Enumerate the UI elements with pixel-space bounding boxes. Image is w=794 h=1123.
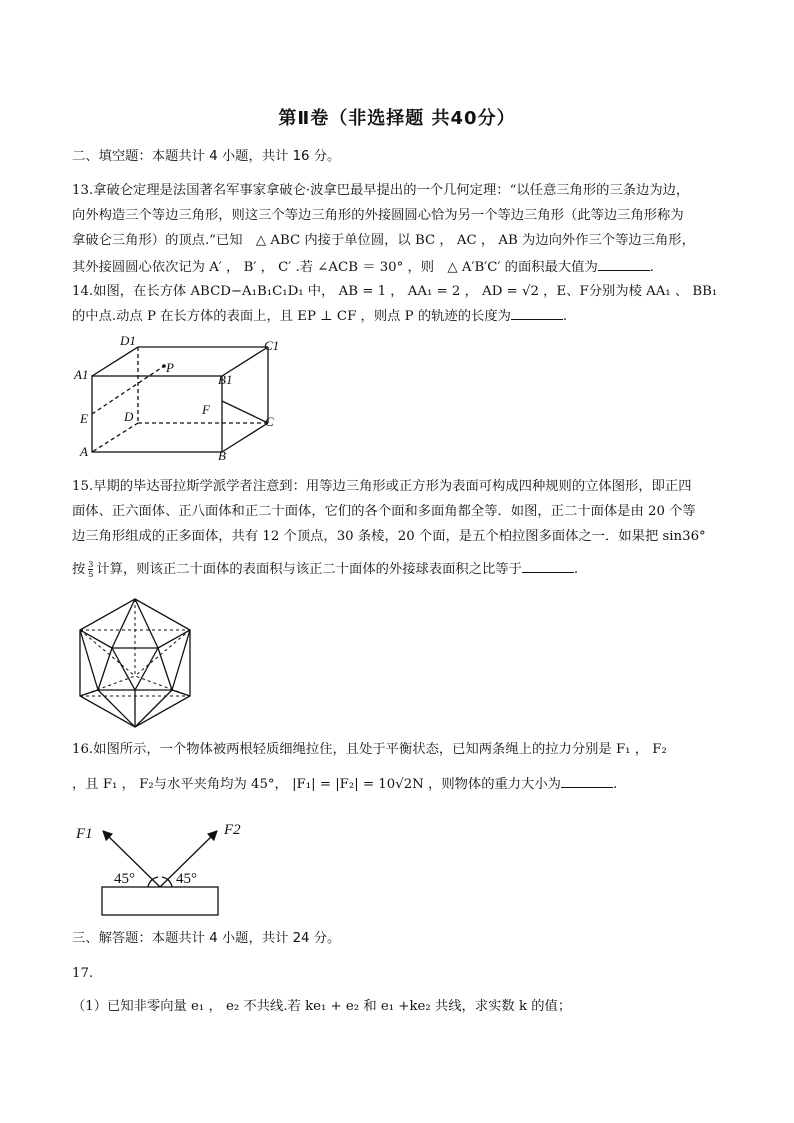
label-A1: A1 bbox=[74, 367, 89, 382]
label-D: D bbox=[124, 409, 134, 424]
frac-numerator: 3 bbox=[88, 560, 94, 569]
q15-line-4: 按 $\frac{3}{5}$ 计算，则该正二十面体的表面积与该正二十面体的外接球表面积之比等于 . bbox=[72, 560, 579, 579]
q13-line-3: 拿破仑三角形）的顶点.”已知 △ ABC 内接于单位圆，以 BC ， AC ， AB 为边向外作三个等边三角形， bbox=[72, 233, 695, 248]
q17-number: 17. bbox=[72, 966, 94, 981]
section-answer-heading: 三、解答题：本题共计 4 小题，共计 24 分。 bbox=[72, 931, 341, 946]
label-P: P bbox=[166, 360, 174, 375]
label-F: F bbox=[202, 402, 210, 417]
label-B: B bbox=[218, 448, 226, 463]
angle-left-label: 45° bbox=[114, 871, 135, 887]
q15-line-1: 15.早期的毕达哥拉斯学派学者注意到：用等边三角形或正方形为表面可构成四种规则的立体图形，即正四 bbox=[72, 479, 692, 494]
icosahedron-figure bbox=[76, 596, 194, 730]
label-C: C bbox=[265, 414, 274, 429]
q16-answer-blank[interactable] bbox=[561, 775, 613, 788]
q16-line-1: 16.如图所示，一个物体被两根轻质细绳拉住，且处于平衡状态，已知两条绳上的拉力分别是 F₁ ， F₂ bbox=[72, 742, 667, 757]
f2-label: F2 bbox=[224, 822, 241, 838]
label-C1: C1 bbox=[264, 338, 280, 353]
q15-line-3: 边三角形组成的正多面体，共有 12 个顶点，30 条棱，20 个面，是五个柏拉图多面体之一．如果把 sin36° bbox=[72, 529, 706, 544]
page-title: 第Ⅱ卷（非选择题 共40分） bbox=[278, 108, 516, 129]
q13-line-1: 13.拿破仑定理是法国著名军事家拿破仑·波拿巴最早提出的一个几何定理：“以任意三角形的三条边为边， bbox=[72, 183, 690, 198]
q14-line-2: 的中点.动点 P 在长方体的表面上，且 EP ⊥ CF ，则点 P 的轨迹的长度为 . bbox=[72, 309, 568, 324]
label-B1: B1 bbox=[218, 372, 233, 387]
q13-line-2: 向外构造三个等边三角形，则这三个等边三角形的外接圆圆心恰为另一个等边三角形（此等边三角形称为 bbox=[72, 208, 684, 223]
label-A: A bbox=[80, 444, 88, 459]
q14-answer-blank[interactable] bbox=[511, 307, 563, 320]
q16-line-2: ，且 F₁ ， F₂与水平夹角均为 45°， |F₁| = |F₂| = 10√2N ，则物体的重力大小为 . bbox=[72, 777, 618, 792]
label-E: E bbox=[80, 411, 88, 426]
q14-line-1: 14.如图，在长方体 ABCD−A₁B₁C₁D₁ 中， AB = 1 ， AA₁ = 2 ， AD = √2 ，E、F分别为棱 AA₁ 、 BB₁ bbox=[72, 284, 718, 299]
frac-denominator: 5 bbox=[88, 570, 94, 579]
q15-answer-blank[interactable] bbox=[522, 560, 574, 573]
force-diagram bbox=[72, 812, 241, 920]
q17-part1: （1）已知非零向量 e₁ ， e₂ 不共线.若 ke₁ + e₂ 和 e₁ +ke₂ 共线，求实数 k 的值； bbox=[72, 999, 572, 1014]
label-D1: D1 bbox=[120, 333, 136, 348]
angle-right-label: 45° bbox=[176, 871, 197, 887]
q15-line-2: 面体、正六面体、正八面体和正二十面体，它们的各个面和多面角都全等．如图，正二十面体是由 20 个等 bbox=[72, 504, 696, 519]
cuboid-figure bbox=[72, 332, 292, 462]
f1-label: F1 bbox=[76, 826, 93, 842]
section-fill-in-heading: 二、填空题：本题共计 4 小题，共计 16 分。 bbox=[72, 149, 341, 164]
q13-line-4: 其外接圆圆心依次记为 A′ ， B′ ， C′ .若 ∠ACB ＝ 30° ，则 △ A′B′C′ 的面积最大值为 . bbox=[72, 260, 654, 275]
q13-answer-blank[interactable] bbox=[598, 258, 650, 271]
